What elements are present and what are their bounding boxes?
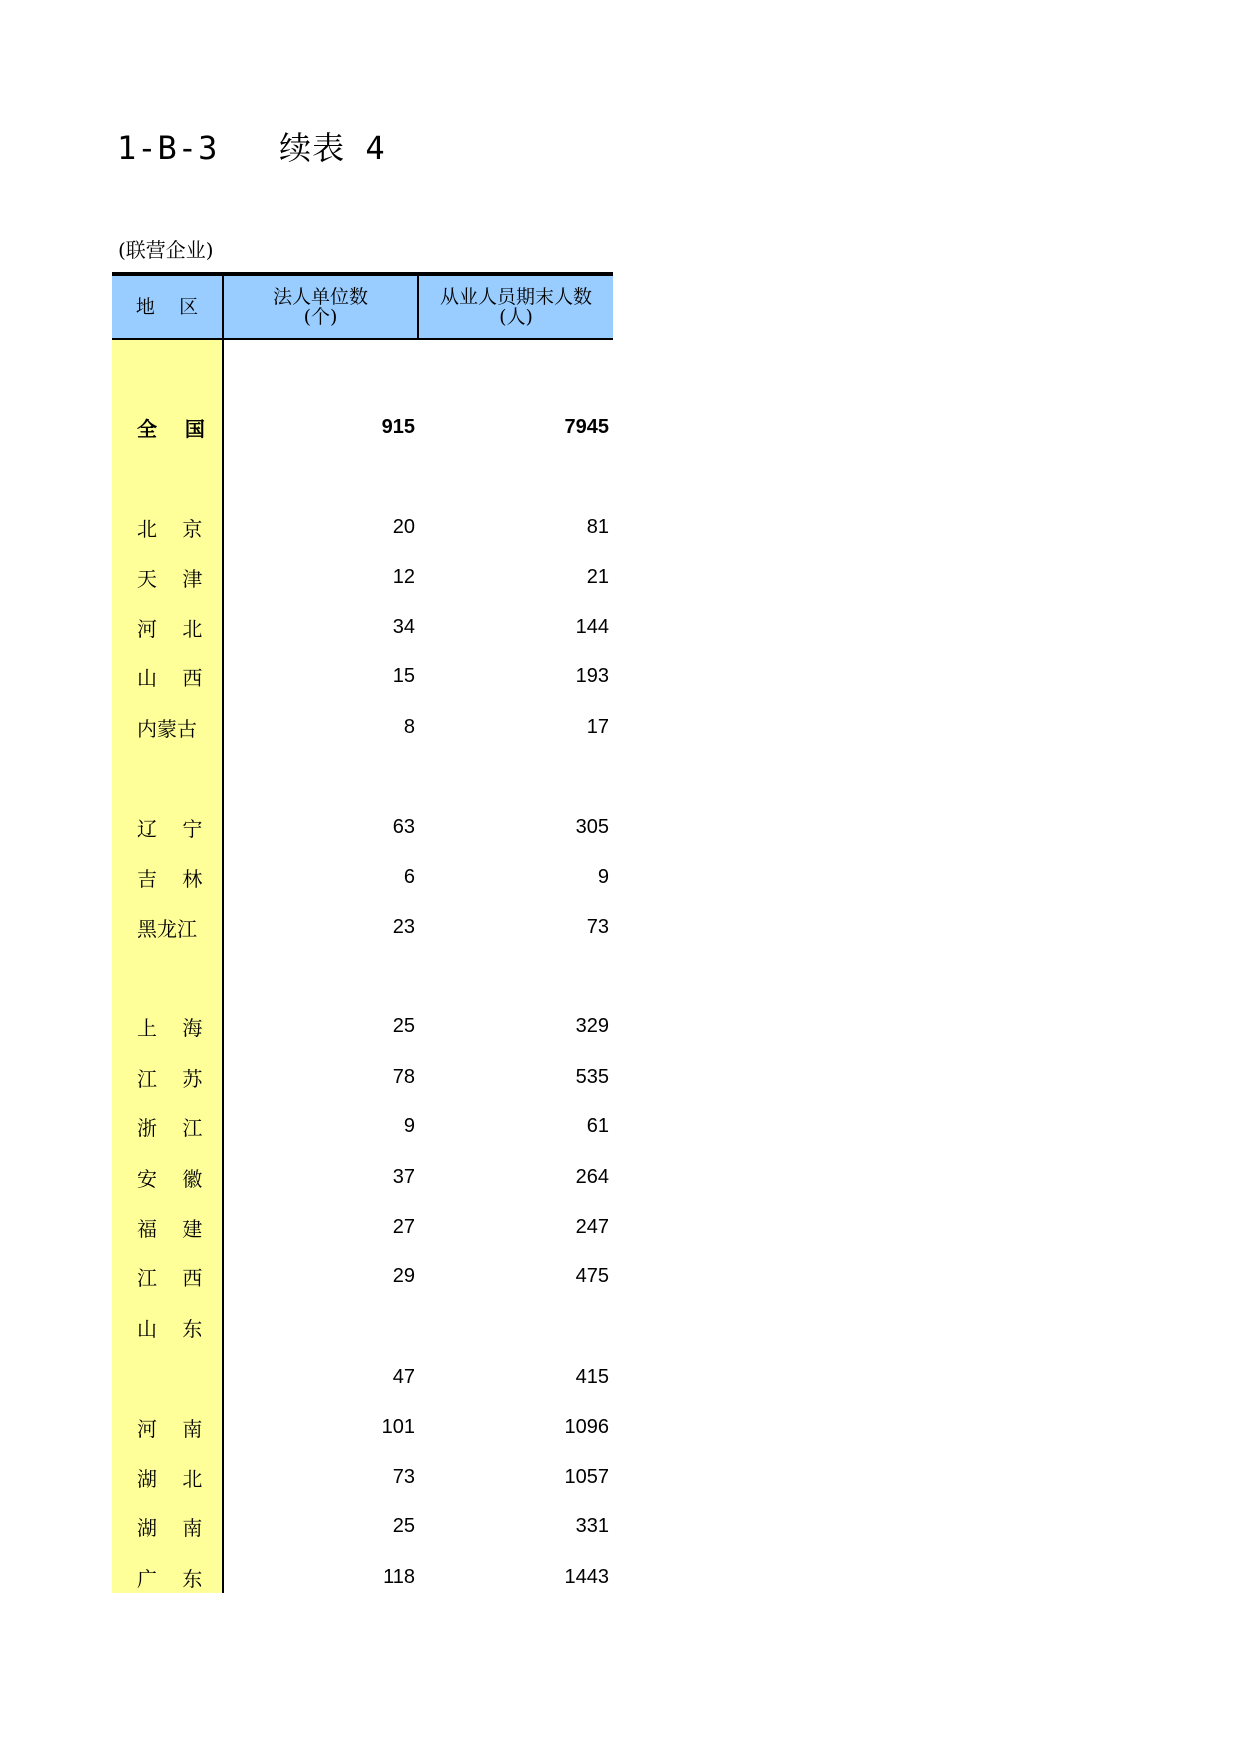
employees-value: 193	[575, 664, 609, 687]
table-body	[112, 340, 613, 1593]
legal-units-value: 78	[392, 1065, 415, 1088]
legal-units-value: 8	[403, 715, 415, 738]
employees-value: 21	[586, 565, 609, 588]
region-name: 河 南	[137, 1416, 203, 1441]
region-name: 安 徽	[137, 1166, 203, 1191]
legal-units-value: 73	[392, 1465, 415, 1488]
employees-value: 9	[597, 865, 609, 888]
region-name: 江 苏	[137, 1066, 203, 1091]
legal-units-value: 23	[392, 915, 415, 938]
region-name: 吉 林	[137, 866, 203, 891]
legal-units-value: 101	[381, 1415, 415, 1438]
table-row	[112, 1001, 613, 1051]
region-name: 天 津	[137, 566, 203, 591]
table-row	[112, 1501, 613, 1551]
legal-units-value: 9	[403, 1114, 415, 1137]
region-name: 湖 南	[137, 1515, 203, 1540]
employees-value: 264	[575, 1165, 609, 1188]
header-region	[112, 276, 224, 338]
region-name: 福 建	[137, 1216, 203, 1241]
employees-value: 1057	[564, 1465, 609, 1488]
table-row	[112, 1352, 613, 1402]
header-region-label: 地 区	[135, 296, 199, 318]
employees-value: 329	[575, 1014, 609, 1037]
region-name: 上 海	[137, 1015, 203, 1040]
employees-value: 61	[586, 1114, 609, 1137]
table-row	[112, 1202, 613, 1252]
region-name: 浙 江	[137, 1115, 203, 1140]
region-name: 河 北	[137, 616, 203, 641]
employees-value: 247	[575, 1215, 609, 1238]
legal-units-value: 29	[392, 1264, 415, 1287]
table-row	[112, 1552, 613, 1602]
table-row	[112, 1402, 613, 1452]
employees-value: 7945	[564, 415, 609, 438]
table-row	[112, 1152, 613, 1202]
table-row	[112, 1251, 613, 1301]
table-row	[112, 1452, 613, 1502]
region-name: 内蒙古	[137, 716, 197, 741]
table-row	[112, 702, 613, 752]
table-row	[112, 1101, 613, 1151]
header-legal-units	[224, 276, 419, 338]
region-name: 江 西	[137, 1265, 203, 1290]
legal-units-value: 12	[392, 565, 415, 588]
table-row	[112, 502, 613, 552]
legal-units-value: 25	[392, 1014, 415, 1037]
header-legal-units-unit: (个)	[303, 306, 338, 328]
table-row	[112, 802, 613, 852]
legal-units-value: 37	[392, 1165, 415, 1188]
page-title: 1-B-3 续表 4	[117, 129, 386, 167]
employees-value: 1443	[564, 1565, 609, 1588]
header-employees-unit: (人)	[499, 306, 533, 328]
table-subtitle: (联营企业)	[118, 238, 214, 262]
employees-value: 144	[575, 615, 609, 638]
region-name: 湖 北	[137, 1466, 203, 1491]
table-row	[112, 552, 613, 602]
legal-units-value: 63	[392, 815, 415, 838]
legal-units-value: 25	[392, 1514, 415, 1537]
employees-value: 1096	[564, 1415, 609, 1438]
legal-units-value: 20	[392, 515, 415, 538]
region-name: 黑龙江	[137, 916, 197, 941]
legal-units-value: 118	[383, 1565, 415, 1588]
employees-value: 17	[586, 715, 609, 738]
header-employees-label: 从业人员期末人数	[439, 286, 592, 308]
region-name: 山 东	[137, 1316, 203, 1341]
employees-value: 81	[586, 515, 609, 538]
employees-value: 415	[575, 1365, 609, 1388]
legal-units-value: 6	[403, 865, 415, 888]
employees-value: 73	[586, 915, 609, 938]
header-employees	[419, 276, 613, 338]
region-name: 北 京	[137, 516, 203, 541]
table-row	[112, 1052, 613, 1102]
employees-value: 331	[575, 1514, 609, 1537]
table-row	[112, 902, 613, 952]
region-name: 全 国	[137, 416, 205, 441]
legal-units-value: 47	[392, 1365, 415, 1388]
employees-value: 305	[575, 815, 609, 838]
table-row	[112, 602, 613, 652]
table-row	[112, 651, 613, 701]
legal-units-value: 15	[392, 664, 415, 687]
legal-units-value: 27	[392, 1215, 415, 1238]
region-name: 广 东	[137, 1566, 203, 1591]
employees-value: 475	[575, 1264, 609, 1287]
region-name: 山 西	[137, 665, 203, 690]
header-legal-units-label: 法人单位数	[272, 286, 368, 308]
region-name: 辽 宁	[137, 816, 203, 841]
statistics-table	[112, 272, 613, 1593]
table-row	[112, 852, 613, 902]
legal-units-value: 34	[392, 615, 415, 638]
table-header	[112, 276, 613, 338]
table-row	[112, 1302, 613, 1352]
table-row	[112, 402, 613, 452]
employees-value: 535	[575, 1065, 609, 1088]
legal-units-value: 915	[381, 415, 415, 438]
